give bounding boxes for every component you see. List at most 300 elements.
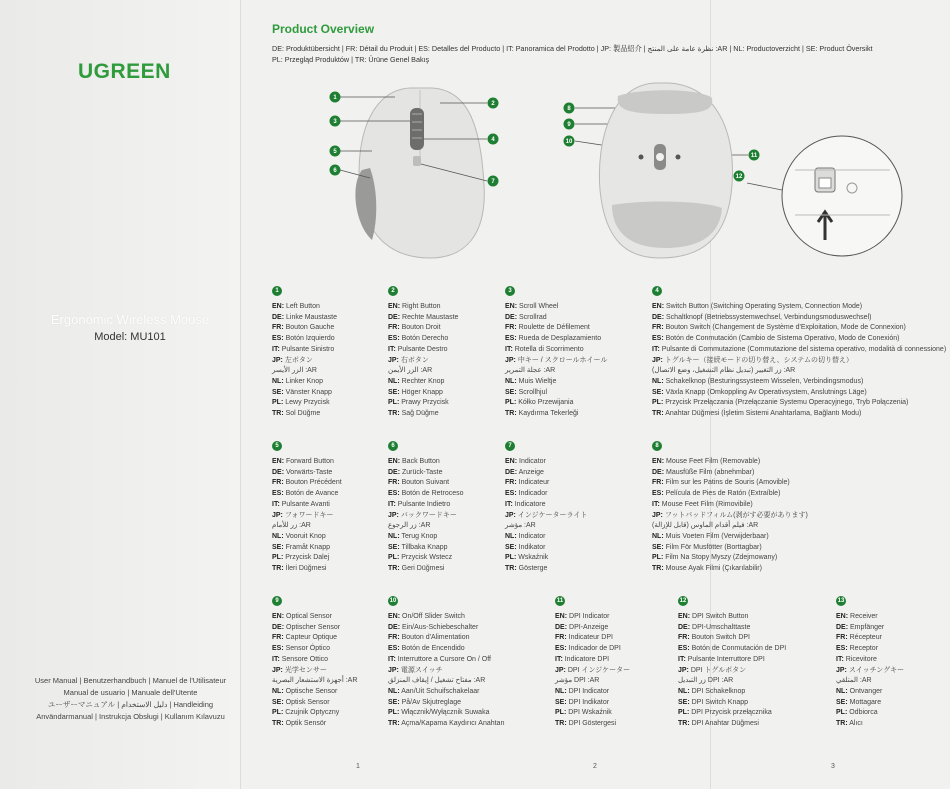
translation-text: Mottagare [849,698,882,706]
language-code: FR: [272,479,284,487]
translation-text: DPI Switch Knapp [691,698,749,706]
translation-row [388,633,505,644]
translation-row [652,478,808,489]
language-code: IT: [272,500,280,508]
part-number-badge: 4 [652,286,662,296]
language-code: NL: [505,532,517,540]
translation-row [272,345,337,356]
translation-row [505,457,587,468]
translation-row [505,366,607,377]
translation-row [272,409,337,420]
language-code: EN: [388,458,401,465]
translation-row [505,543,587,554]
translation-text: Ontvanger [849,687,883,695]
translation-text: Right Button [402,303,441,310]
language-code: DE: [652,468,665,476]
translation-text: 電源スイッチ [400,666,443,674]
part-block-1 [272,286,337,420]
translation-row [272,719,357,730]
language-code: EN: [652,303,665,310]
translation-text: 右ボタン [400,356,429,364]
part-block-9 [272,596,357,730]
translation-row [272,489,342,500]
language-code: TR: [652,565,664,573]
translation-row [388,457,464,468]
translation-text: Linke Maustaste [286,313,337,321]
translation-row [272,666,357,677]
translation-text: Empfänger [850,623,885,631]
translation-row [272,564,342,575]
translation-row [272,366,337,377]
translation-text: Forward Button [286,458,334,465]
part-number-badge: 3 [505,286,515,296]
translation-text: Optische Sensor [285,687,338,695]
translation-row [505,409,607,420]
translation-text: Rotella di Scorrimento [514,345,584,353]
part-number-badge: 11 [556,598,564,604]
language-code: DE: [272,623,285,631]
translation-text: Bouton Droit [401,324,441,332]
translation-row [272,676,357,687]
translation-text: Schaltknopf (Betriebssystemwechsel, Verbindungsmoduswechsel) [666,313,872,321]
translation-text: Framåt Knapp [285,543,330,551]
translation-row [652,398,946,409]
translation-text: Récepteur [849,634,882,642]
translation-text: Receptor [849,645,879,653]
translation-text: Botón de Retroceso [401,490,464,498]
translation-text: Vooruit Knop [285,532,326,540]
translation-text: Pulsante Interruttore DPI [687,655,765,663]
translation-text: زر التغيير (تبديل نظام التشغيل، وضع الاتصال) :AR [652,367,796,375]
translation-text: أجهزة الاستشعار البصرية :AR [272,677,358,685]
manual-lang-line: Manual de usuario | Manuale dell'Utente [63,688,198,697]
translation-row [505,553,587,564]
translation-text: Växla Knapp (Omkoppling Av Operativsystem, Anslutnings Läge) [665,388,867,396]
translation-row [505,398,607,409]
language-code: EN: [388,613,401,620]
model-number: Model: MU101 [94,331,166,343]
language-code: JP: [505,356,516,364]
translation-text: فيلم أقدام الماوس (قابل للإزالة) :AR [652,522,759,530]
translation-text: Rechte Maustaste [402,313,459,321]
language-code: IT: [272,345,280,353]
translation-text: Gösterge [518,565,548,573]
language-code: TR: [388,720,400,728]
translation-text: DPI-Anzeige [569,623,609,631]
language-code: EN: [272,613,285,620]
translation-text: Film Na Stopy Myszy (Zdejmowany) [665,554,778,562]
translation-row [272,500,342,511]
language-code: DE: [388,313,401,321]
svg-text:2: 2 [491,101,495,108]
translation-text: الزر الأيسر :AR [272,367,317,375]
language-code: EN: [505,303,518,310]
translation-row [652,377,946,388]
language-code: PL: [272,709,284,717]
translation-row [505,323,607,334]
translation-row [388,345,458,356]
translation-row [388,532,464,543]
translation-row [555,698,630,709]
translation-text: DPI Przycisk przełącznika [691,709,772,717]
translation-row [388,366,458,377]
language-code: TR: [652,410,664,418]
translation-row [836,612,904,623]
mouse-bottom-view [599,83,732,258]
language-code: DE: [836,623,849,631]
language-code: FR: [652,324,664,332]
svg-text:11: 11 [750,153,758,160]
translation-row [652,521,808,532]
translation-row [555,666,630,677]
language-code: NL: [272,377,284,385]
translation-row [388,708,505,719]
translation-row [272,623,357,634]
translation-text: Kółko Przewijania [518,399,574,407]
translation-row [272,532,342,543]
language-code: SE: [272,543,284,551]
translation-row [505,388,607,399]
translation-row [388,623,505,634]
translation-text: Mouse Feet Film (Removable) [666,458,761,465]
translation-text: DPI Indicator [569,613,610,620]
translation-row [678,655,786,666]
language-code: ES: [388,335,400,343]
part-block-5 [272,441,342,575]
translation-row [836,623,904,634]
language-code: NL: [505,377,517,385]
translation-text: Pulsante Destro [397,345,448,353]
translation-row [836,644,904,655]
language-code: NL: [388,687,400,695]
translation-row [272,478,342,489]
translation-text: Pulsante Indietro [397,500,451,508]
language-code: TR: [388,565,400,573]
translation-text: Bouton Suivant [401,479,450,487]
language-code: TR: [505,410,517,418]
language-code: PL: [505,554,517,562]
translation-row [272,633,357,644]
part-number-badge: 6 [388,441,398,451]
translation-text: Bouton Switch DPI [691,634,750,642]
translation-row [388,356,458,367]
language-code: DE: [388,623,401,631]
translation-row [505,564,587,575]
translation-row [678,623,786,634]
translation-row [272,612,357,623]
language-code: TR: [272,720,284,728]
language-code: TR: [555,720,567,728]
language-code: EN: [505,458,518,465]
translation-row [272,313,337,324]
language-code: JP: [272,356,283,364]
language-code: DE: [505,313,518,321]
language-code: ES: [678,645,690,653]
translation-text: DPI インジケーター [567,666,631,674]
translation-row [388,644,505,655]
translation-row [652,500,808,511]
translation-row [388,468,464,479]
translation-row [836,655,904,666]
translation-row [505,532,587,543]
language-code: DE: [505,468,518,476]
mouse-illustration [0,0,950,300]
translation-text: トグルキー（接続モードの切り替え、システムの切り替え） [664,356,853,364]
translation-row [652,334,946,345]
translation-row [836,698,904,709]
translation-text: フットパッドフィルム(剥がす必要があります) [664,511,808,519]
translation-text: Anzeige [518,468,544,476]
translation-row [388,334,458,345]
language-code: JP: [652,511,663,519]
language-code: ES: [272,645,284,653]
language-code: PL: [652,554,664,562]
translation-row [505,468,587,479]
translation-text: 中キー / スクロールホイール [517,356,608,364]
translation-row [678,676,786,687]
translation-text: DPI Indikator [568,698,610,706]
language-code: JP: [272,666,283,674]
translation-text: مؤشر :AR [505,522,536,530]
translation-text: Açma/Kapama Kaydırıcı Anahtarı [401,720,505,728]
overview-lang-line: PL: Przegląd Produktów | TR: Ürüne Genel Bakış [272,55,430,64]
part-block-2 [388,286,458,420]
translation-text: Pulsante di Commutazione (Commutazione del sistema operativo, modalità di connessione) [661,345,947,353]
translation-text: Scroll Wheel [519,303,559,310]
translation-row [678,698,786,709]
translation-row [388,543,464,554]
translation-row [505,377,607,388]
language-code: JP: [836,666,847,674]
language-code: FR: [388,634,400,642]
translation-row [388,553,464,564]
language-code: SE: [678,698,690,706]
translation-row [555,719,630,730]
translation-row [555,644,630,655]
translation-row [678,719,786,730]
translation-row [272,356,337,367]
translation-row [505,521,587,532]
translation-row [505,511,587,522]
svg-text:9: 9 [567,122,571,129]
translation-row [505,345,607,356]
translation-text: バックワードキー [400,511,457,519]
translation-text: زر التبديل DPI :AR [678,677,734,685]
translation-row [505,356,607,367]
translation-row [555,612,630,623]
translation-text: Switch Button (Switching Operating System, Connection Mode) [666,303,863,310]
translation-text: Scrollhjul [518,388,548,396]
language-code: SE: [505,388,517,396]
translation-row [652,543,808,554]
translation-text: Terug Knop [401,532,438,540]
language-code: FR: [555,634,567,642]
mouse-top-view [355,88,484,258]
translation-row [505,500,587,511]
overview-title: Product Overview [272,22,375,36]
translation-row [272,377,337,388]
translation-text: Receiver [850,613,878,620]
part-number-badge: 5 [272,441,282,451]
translation-text: DPI Wskaźnik [568,709,612,717]
language-code: IT: [388,345,396,353]
part-number-badge: 13 [837,598,845,604]
language-code: EN: [836,613,849,620]
translation-row [272,334,337,345]
translation-row [388,302,458,313]
translation-row [272,468,342,479]
translation-text: İleri Düğmesi [285,565,327,573]
page-number: 3 [831,763,835,770]
translation-text: Rueda de Desplazamiento [518,335,602,343]
svg-text:3: 3 [333,119,337,126]
language-code: PL: [555,709,567,717]
translation-text: Geri Düğmesi [401,565,445,573]
translation-text: Mouse Feet Film (Rimovibile) [661,500,753,508]
language-code: TR: [836,720,848,728]
translation-row [836,633,904,644]
part-number-badge: 2 [388,286,398,296]
translation-text: عجلة التمرير :AR [505,367,556,375]
translation-text: زر الرجوع :AR [388,522,431,530]
svg-text:12: 12 [735,174,743,181]
translation-row [836,708,904,719]
language-code: NL: [652,532,664,540]
language-code: IT: [652,345,660,353]
language-code: TR: [505,565,517,573]
language-code: DE: [272,313,285,321]
language-code: JP: [678,666,689,674]
translation-text: Tillbaka Knapp [401,543,448,551]
translation-row [272,457,342,468]
language-code: FR: [836,634,848,642]
translation-text: المتلقي :AR [836,677,872,685]
language-code: PL: [388,709,400,717]
translation-text: Indicador de DPI [568,645,621,653]
part-number-badge: 10 [389,598,397,604]
translation-row [272,511,342,522]
part-number-badge: 1 [272,286,282,296]
translation-row [652,457,808,468]
translation-row [388,323,458,334]
translation-text: DPI-Umschalttaste [692,623,751,631]
translation-row [555,687,630,698]
language-code: TR: [272,565,284,573]
language-code: SE: [388,388,400,396]
translation-row [555,655,630,666]
language-code: JP: [272,511,283,519]
translation-text: Sensor Óptico [285,645,330,653]
translation-text: Anahtar Düğmesi (İşletim Sistemi Anahtarlama, Bağlantı Modu) [665,410,862,418]
translation-row [836,666,904,677]
translation-row [652,345,946,356]
translation-text: フォワードキー [284,511,334,519]
translation-text: DPI トグルボタン [690,666,747,674]
translation-text: Botón de Avance [285,490,339,498]
translation-text: Botón de Conmutación de DPI [691,645,787,653]
translation-row [652,532,808,543]
translation-text: Przycisk Dalej [285,554,330,562]
translation-text: Indicateur [518,479,550,487]
language-code: FR: [388,479,400,487]
language-code: TR: [678,720,690,728]
part-block-8 [652,441,808,575]
translation-row [388,676,505,687]
brand-logo: UGREEN [78,60,171,83]
translation-text: Bouton Switch (Changement de Système d'Exploitation, Mode de Connexion) [665,324,906,332]
language-code: DE: [555,623,568,631]
translation-row [388,698,505,709]
translation-text: مؤشر DPI :AR [555,677,600,685]
part-block-7 [505,441,587,575]
translation-text: På/Av Skjutreglage [401,698,462,706]
translation-text: Włącznik/Wyłącznik Suwaka [401,709,490,717]
translation-text: Interruttore a Cursore On / Off [397,655,491,663]
language-code: IT: [505,500,513,508]
translation-row [388,478,464,489]
svg-text:4: 4 [491,137,495,144]
translation-row [388,511,464,522]
translation-text: Ein/Aus-Schiebeschalter [402,623,479,631]
language-code: IT: [652,500,660,508]
translation-text: Roulette de Défilement [518,324,590,332]
part-block-10 [388,596,505,730]
language-code: ES: [652,335,664,343]
language-code: FR: [652,479,664,487]
language-code: PL: [652,399,664,407]
translation-text: Vorwärts-Taste [286,468,333,476]
language-code: IT: [388,500,396,508]
translation-row [388,398,458,409]
language-code: IT: [836,655,844,663]
language-code: FR: [272,634,284,642]
language-code: SE: [652,543,664,551]
translation-text: Mouse Ayak Filmi (Çıkarılabilir) [665,565,762,573]
translation-text: On/Off Slider Switch [402,613,465,620]
translation-row [652,356,946,367]
translation-text: Czujnik Optyczny [285,709,340,717]
translation-text: Sensore Ottico [281,655,329,663]
language-code: IT: [678,655,686,663]
svg-text:7: 7 [491,179,495,186]
translation-row [652,564,808,575]
language-code: PL: [505,399,517,407]
translation-text: 左ボタン [284,356,313,364]
translation-text: Kaydırma Tekerleği [518,410,579,418]
translation-row [272,388,337,399]
language-code: IT: [388,655,396,663]
translation-text: Optischer Sensor [286,623,341,631]
language-code: FR: [505,324,517,332]
language-code: SE: [388,543,400,551]
receiver-inset [747,136,902,256]
svg-text:6: 6 [333,168,337,175]
translation-row [505,489,587,500]
language-code: PL: [272,554,284,562]
translation-text: Pulsante Sinistro [281,345,335,353]
translation-text: Alıcı [849,720,863,728]
translation-row [272,708,357,719]
language-code: ES: [652,490,664,498]
part-block-6 [388,441,464,575]
translation-text: Indicator [518,532,546,540]
translation-text: Muis Voeten Film (Verwijderbaar) [665,532,769,540]
translation-row [388,500,464,511]
translation-row [836,676,904,687]
translation-text: Back Button [402,458,440,465]
translation-row [652,366,946,377]
svg-text:10: 10 [565,139,573,146]
